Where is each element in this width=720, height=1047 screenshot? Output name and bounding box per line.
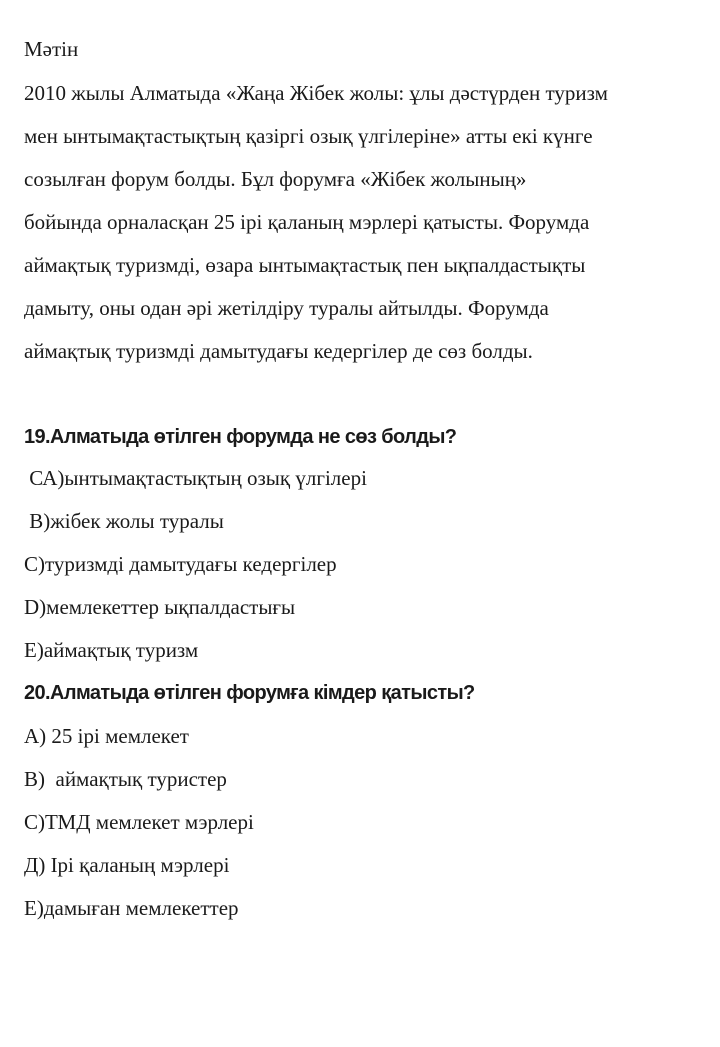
text-line: мен ынтымақтастықтың қазіргі озық үлгілеріне» атты екі күнге	[24, 124, 593, 148]
text-line: аймақтық туризмді дамытудағы кедергілер де сөз болды.	[24, 339, 533, 363]
question-19-option-d: D)мемлекеттер ықпалдастығы	[24, 595, 296, 619]
question-19-option-c: С)туризмді дамытудағы кедергілер	[24, 552, 337, 576]
text-line: 2010 жылы Алматыда «Жаңа Жібек жолы: ұлы дәстүрден туризм	[24, 81, 608, 105]
question-20-title: 20.Алматыда өтілген форумға кімдер қатысты?	[24, 682, 475, 704]
text-heading: Мәтін	[24, 37, 79, 61]
text-line: дамыту, оны одан әрі жетілдіру туралы айтылды. Форумда	[24, 296, 549, 320]
question-20-option-a: А) 25 ірі мемлекет	[24, 724, 189, 748]
question-20-option-d: Д) Ірі қаланың мэрлері	[24, 853, 230, 877]
text-line: аймақтық туризмді, өзара ынтымақтастық пен ықпалдастықты	[24, 253, 586, 277]
question-19-title: 19.Алматыда өтілген форумда не сөз болды?	[24, 426, 457, 448]
question-19-option-e: Е)аймақтық туризм	[24, 638, 199, 662]
question-20-option-e: Е)дамыған мемлекеттер	[24, 896, 239, 920]
question-19-option-b: В)жібек жолы туралы	[24, 509, 224, 533]
question-19-option-a: СА)ынтымақтастықтың озық үлгілері	[24, 466, 367, 490]
text-line: созылған форум болды. Бұл форумға «Жібек жолының»	[24, 167, 527, 191]
question-20-option-b: В) аймақтық туристер	[24, 767, 227, 791]
text-line: бойында орналасқан 25 ірі қаланың мэрлері қатысты. Форумда	[24, 210, 590, 234]
question-20-option-c: С)ТМД мемлекет мэрлері	[24, 810, 254, 834]
